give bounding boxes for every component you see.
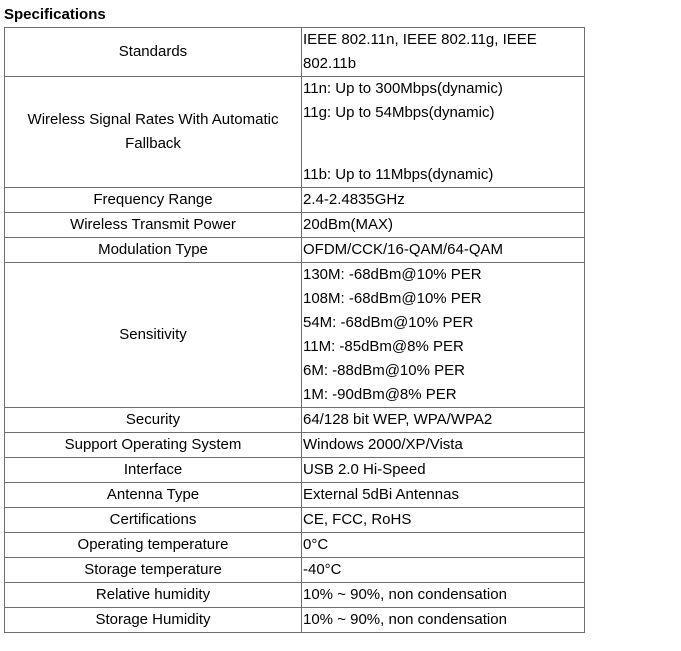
spec-value-line: 6M: -88dBm@10% PER	[303, 362, 465, 379]
spec-label	[5, 77, 302, 188]
spec-row-relative-humidity	[5, 583, 585, 608]
spec-value-line: 108M: -68dBm@10% PER	[303, 290, 482, 307]
spec-value: 10% ~ 90%, non condensation	[302, 583, 585, 608]
spec-value-line: 130M: -68dBm@10% PER	[303, 266, 482, 283]
specifications-table	[4, 27, 585, 633]
spec-row-security	[5, 408, 585, 433]
spec-value	[302, 28, 585, 77]
spec-value	[302, 263, 585, 408]
spec-row-antenna-type	[5, 483, 585, 508]
spec-label: Security	[5, 408, 302, 433]
spec-row-storage-humidity	[5, 608, 585, 633]
spec-row-transmit-power	[5, 213, 585, 238]
spec-label: Relative humidity	[5, 583, 302, 608]
spec-value: 10% ~ 90%, non condensation	[302, 608, 585, 633]
spec-value: USB 2.0 Hi-Speed	[302, 458, 585, 483]
spec-value: 2.4-2.4835GHz	[302, 188, 585, 213]
spec-label: Wireless Transmit Power	[5, 213, 302, 238]
spec-label: Support Operating System	[5, 433, 302, 458]
spec-value: 20dBm(MAX)	[302, 213, 585, 238]
spec-label: Certifications	[5, 508, 302, 533]
spec-label: Frequency Range	[5, 188, 302, 213]
spec-value-line: 11n: Up to 300Mbps(dynamic)	[303, 80, 503, 97]
spec-label-text: Wireless Signal Rates With Automatic Fallback	[27, 111, 279, 152]
spec-label: Storage temperature	[5, 558, 302, 583]
spec-label: Interface	[5, 458, 302, 483]
spec-row-certifications	[5, 508, 585, 533]
spec-value: -40°C	[302, 558, 585, 583]
spec-value: CE, FCC, RoHS	[302, 508, 585, 533]
spec-row-storage-temperature	[5, 558, 585, 583]
spec-value-line: 11M: -85dBm@8% PER	[303, 338, 464, 355]
spec-row-sensitivity	[5, 263, 585, 408]
spec-label: Standards	[5, 28, 302, 77]
spec-row-interface	[5, 458, 585, 483]
spec-value: Windows 2000/XP/Vista	[302, 433, 585, 458]
spec-label: Antenna Type	[5, 483, 302, 508]
spec-value-line: 11g: Up to 54Mbps(dynamic)	[303, 104, 495, 121]
spec-value: 64/128 bit WEP, WPA/WPA2	[302, 408, 585, 433]
spec-row-operating-system	[5, 433, 585, 458]
spec-value-line: 11b: Up to 11Mbps(dynamic)	[303, 166, 494, 183]
spec-value-line: 54M: -68dBm@10% PER	[303, 314, 474, 331]
spec-row-standards	[5, 28, 585, 77]
spec-label: Storage Humidity	[5, 608, 302, 633]
spec-value-line: 1M: -90dBm@8% PER	[303, 386, 457, 403]
spec-value: 0°C	[302, 533, 585, 558]
spec-value-line: IEEE 802.11n, IEEE 802.11g, IEEE	[303, 31, 537, 48]
spec-value-gap	[303, 125, 584, 163]
spec-label: Modulation Type	[5, 238, 302, 263]
spec-row-operating-temperature	[5, 533, 585, 558]
spec-value: OFDM/CCK/16-QAM/64-QAM	[302, 238, 585, 263]
spec-value-line: 802.11b	[303, 55, 357, 72]
spec-row-signal-rates	[5, 77, 585, 188]
spec-label: Sensitivity	[5, 263, 302, 408]
spec-label: Operating temperature	[5, 533, 302, 558]
spec-row-frequency-range	[5, 188, 585, 213]
spec-value	[302, 77, 585, 188]
page-title: Specifications	[4, 6, 106, 23]
spec-row-modulation-type	[5, 238, 585, 263]
spec-value: External 5dBi Antennas	[302, 483, 585, 508]
